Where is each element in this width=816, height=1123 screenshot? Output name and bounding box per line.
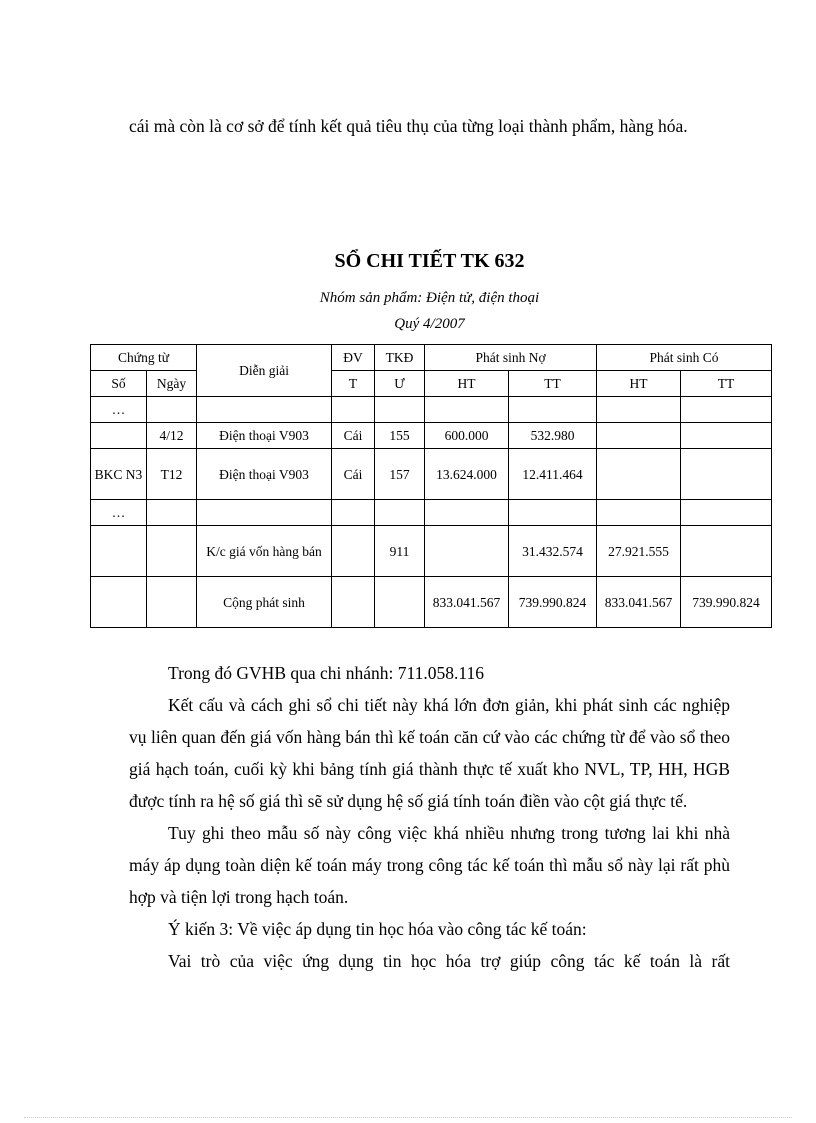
header-unit-2: T [332, 371, 375, 397]
table-row [91, 500, 772, 526]
cell-desc [197, 397, 332, 423]
cell-credit-ht: 833.041.567 [597, 577, 681, 628]
cell-acct [375, 500, 425, 526]
cell-debit-ht: 13.624.000 [425, 449, 509, 500]
header-credit-ht: HT [597, 371, 681, 397]
header-debit-tt: TT [509, 371, 597, 397]
cell-unit: Cái [332, 449, 375, 500]
ledger-period: Quý 4/2007 [394, 316, 465, 332]
cell-date: T12 [147, 449, 197, 500]
cell-unit [332, 500, 375, 526]
cell-credit-tt: 739.990.824 [681, 577, 772, 628]
header-account-1: TKĐ [375, 345, 425, 371]
cell-unit: Cái [332, 423, 375, 449]
cell-debit-ht: 600.000 [425, 423, 509, 449]
cell-desc [197, 500, 332, 526]
paragraph-structure: Kết cấu và cách ghi sổ chi tiết này khá lớn đơn giản, khi phát sinh các nghiệp vụ liên quan đến giá vốn hàng bán thì kế toán căn cứ vào các chứng từ để vào sổ theo giá hạch toán, cuối kỳ khi bảng tính giá thành thực tế xuất kho NVL, TP, HH, HGB được tính ra hệ số giá thì sẽ sử dụng hệ số giá tính toán điền vào cột giá thực tế. [129, 695, 730, 811]
paragraph-branch-cost: Trong đó GVHB qua chi nhánh: 711.058.116 [168, 663, 484, 683]
cell-debit-tt: 532.980 [509, 423, 597, 449]
cell-no: … [91, 500, 147, 526]
table-row [91, 449, 772, 500]
header-debit-ht: HT [425, 371, 509, 397]
cell-desc: Điện thoại V903 [197, 423, 332, 449]
cell-debit-tt: 31.432.574 [509, 526, 597, 577]
header-voucher: Chứng từ [91, 345, 197, 371]
table-row [91, 397, 772, 423]
cell-acct: 155 [375, 423, 425, 449]
table-row-total [91, 577, 772, 628]
cell-credit-tt [681, 449, 772, 500]
cell-credit-ht: 27.921.555 [597, 526, 681, 577]
cell-unit [332, 577, 375, 628]
cell-credit-ht [597, 397, 681, 423]
header-voucher-no: Số [91, 371, 147, 397]
header-account-2: Ư [375, 371, 425, 397]
cell-no: … [91, 397, 147, 423]
ledger-subtitle: Nhóm sản phẩm: Điện tử, điện thoại [319, 290, 540, 306]
cell-credit-ht [597, 423, 681, 449]
cell-desc: K/c giá vốn hàng bán [197, 526, 332, 577]
cell-credit-tt [681, 423, 772, 449]
header-voucher-date: Ngày [147, 371, 197, 397]
cell-date [147, 526, 197, 577]
cell-debit-tt: 739.990.824 [509, 577, 597, 628]
paragraph-opinion-3: Ý kiến 3: Về việc áp dụng tin học hóa vào công tác kế toán: [168, 919, 587, 939]
cell-unit [332, 526, 375, 577]
cell-date: 4/12 [147, 423, 197, 449]
cell-credit-ht [597, 449, 681, 500]
cell-date [147, 500, 197, 526]
cell-debit-ht [425, 500, 509, 526]
paragraph-it-role: Vai trò của việc ứng dụng tin học hóa trợ giúp công tác kế toán là rất [168, 951, 730, 971]
header-credit: Phát sinh Có [597, 345, 772, 371]
cell-debit-tt [509, 397, 597, 423]
cell-acct: 911 [375, 526, 425, 577]
cell-debit-tt [509, 500, 597, 526]
ledger-title: SỔ CHI TIẾT TK 632 [334, 250, 525, 272]
header-unit-1: ĐV [332, 345, 375, 371]
header-description: Diễn giải [197, 345, 332, 397]
cell-desc: Cộng phát sinh [197, 577, 332, 628]
header-credit-tt: TT [681, 371, 772, 397]
cell-credit-tt [681, 500, 772, 526]
cell-acct [375, 397, 425, 423]
cell-no [91, 577, 147, 628]
cell-no: BKC N3 [91, 449, 147, 500]
page-footer-divider [24, 1117, 792, 1118]
cell-desc: Điện thoại V903 [197, 449, 332, 500]
cell-debit-ht [425, 526, 509, 577]
ledger-table [90, 344, 772, 628]
cell-acct: 157 [375, 449, 425, 500]
cell-credit-tt [681, 526, 772, 577]
cell-acct [375, 577, 425, 628]
table-row [91, 423, 772, 449]
cell-credit-ht [597, 500, 681, 526]
cell-unit [332, 397, 375, 423]
body-text [129, 657, 730, 977]
cell-debit-tt: 12.411.464 [509, 449, 597, 500]
cell-date [147, 397, 197, 423]
paragraph-future: Tuy ghi theo mẫu số này công việc khá nhiều nhưng trong tương lai khi nhà máy áp dụng toàn diện kế toán máy trong công tác kế toán thì mẫu sổ này lại rất phù hợp và tiện lợi trong hạch toán. [129, 823, 730, 907]
header-debit: Phát sinh Nợ [425, 345, 597, 371]
cell-debit-ht [425, 397, 509, 423]
cell-credit-tt [681, 397, 772, 423]
cell-date [147, 577, 197, 628]
table-row [91, 526, 772, 577]
intro-paragraph: cái mà còn là cơ sở để tính kết quả tiêu thụ của từng loại thành phẩm, hàng hóa. [129, 116, 688, 136]
cell-no [91, 526, 147, 577]
cell-no [91, 423, 147, 449]
cell-debit-ht: 833.041.567 [425, 577, 509, 628]
